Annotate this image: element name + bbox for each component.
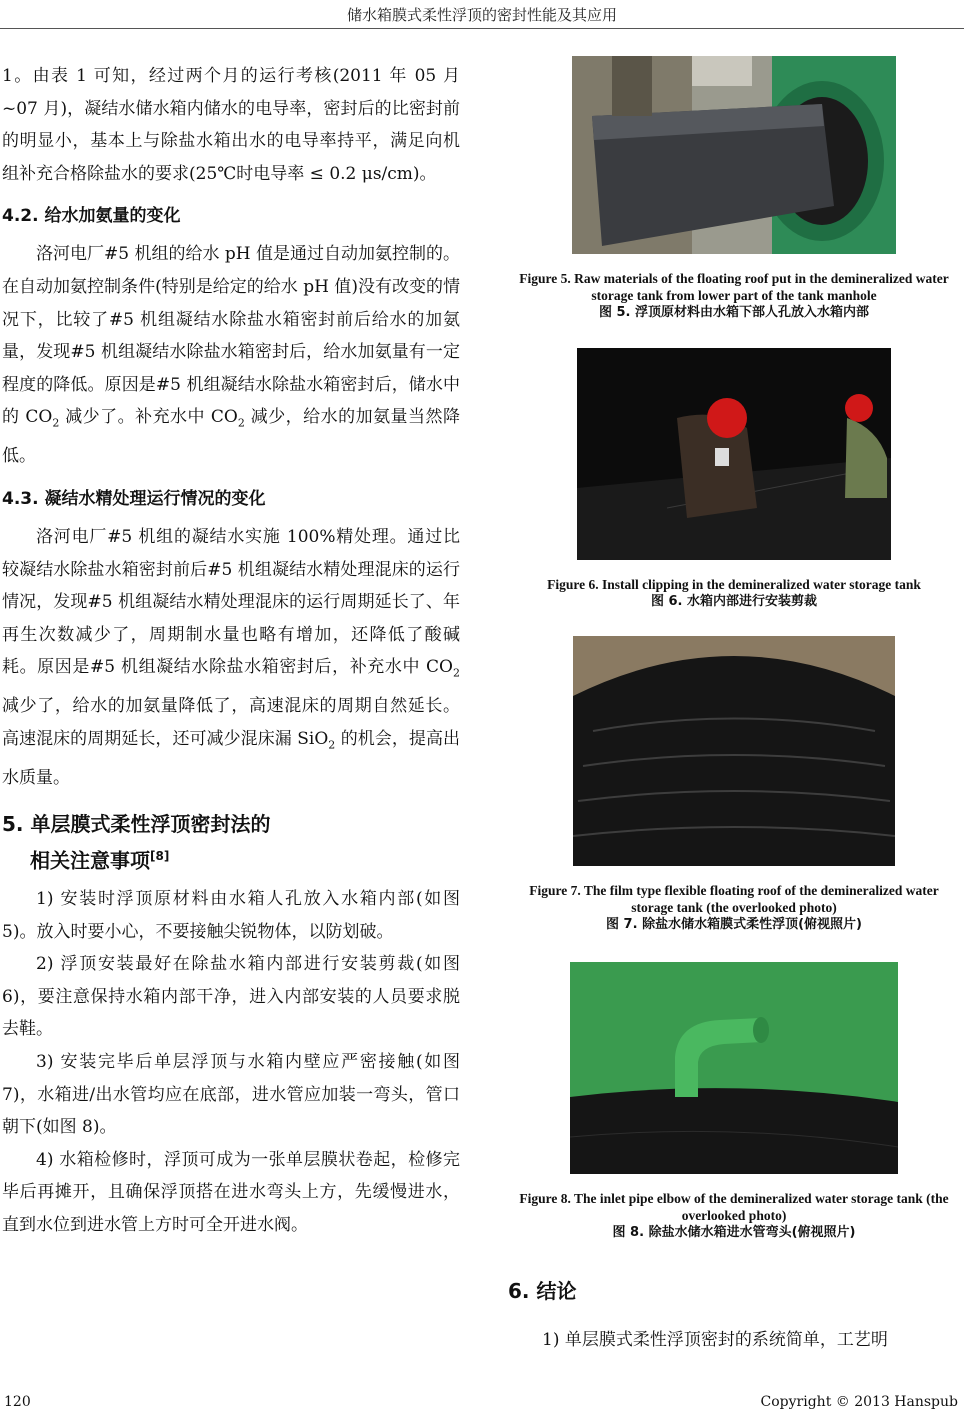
copyright: Copyright © 2013 Hanspub bbox=[760, 1394, 958, 1410]
figure-8-photo bbox=[570, 962, 898, 1174]
conclusion-1: 1) 单层膜式柔性浮顶密封的系统简单，工艺明 bbox=[542, 1330, 888, 1350]
figure-5-caption-zh: 图 5. 浮顶原材料由水箱下部人孔放入水箱内部 bbox=[598, 305, 870, 320]
figure-7 bbox=[508, 636, 960, 934]
right-column-text bbox=[508, 1275, 960, 1357]
paragraph-polishing: 洛河电厂#5 机组的凝结水实施 100%精处理。通过比较凝结水除盐水箱密封前后#5 机组凝结水精处理混床的运行情况，发现#5 机组凝结水精处理混床的运行周期延长了、年再生次数减少了，周期制水量也略有增加，还降低了酸碱耗。原因是#5 机组凝结水除盐水箱密封后，补充水中 $CO_2$ 减少了，给水的加氨量降低了，高速混床的周期自然延长。高速混床的周期延长，还可减少混床漏 SiO$_2$ 的机会，提高出水质量。 bbox=[2, 526, 460, 788]
paragraph-conductivity: 1。由表 1 可知，经过两个月的运行考核(2011 年 05 月~07 月)，凝结水储水箱内储水的电导率，密封后的比密封前的明显小，基本上与除盐水箱出水的电导率持平，满足向机组补充合格除盐水的要求(25℃时电导率 ≤ 0.2 μs/cm)。 bbox=[2, 66, 460, 184]
figure-6-photo bbox=[577, 348, 891, 560]
note-2: 2) 浮顶安装最好在除盐水箱内部进行安装剪裁(如图 6)，要注意保持水箱内部干净，进入内部安装的人员要求脱去鞋。 bbox=[2, 954, 460, 1040]
heading-6: 6. 结论 bbox=[508, 1279, 577, 1303]
figure-5 bbox=[508, 56, 960, 322]
figure-6-caption-en: Figure 6. Install clipping in the demineralized water storage tank bbox=[547, 577, 921, 592]
reference-8[interactable]: [8] bbox=[150, 849, 170, 864]
paragraph-ammonia: 洛河电厂#5 机组的给水 pH 值是通过自动加氨控制的。在自动加氨控制条件(特别是给定的给水 pH 值)没有改变的情况下，比较了#5 机组凝结水除盐水箱密封前后给水的加氨量，发现#5 机组凝结水除盐水箱密封后，给水加氨量有一定程度的降低。原因是#5 机组凝结水除盐水箱密封后，储水中的 $CO_2$ 减少了。补充水中 $CO_2$ 减少，给水的加氨量当然降低。 bbox=[2, 244, 460, 467]
figure-8 bbox=[508, 962, 960, 1242]
page-number: 120 bbox=[4, 1394, 31, 1410]
figure-8-caption-zh: 图 8. 除盐水储水箱进水管弯头(俯视照片) bbox=[612, 1225, 856, 1240]
figure-5-photo bbox=[572, 56, 896, 254]
figure-8-caption-en: Figure 8. The inlet pipe elbow of the demineralized water storage tank (the overlooked photo) bbox=[519, 1191, 949, 1223]
figure-7-photo bbox=[573, 636, 895, 866]
figure-6-caption-zh: 图 6. 水箱内部进行安装剪裁 bbox=[650, 594, 818, 609]
heading-4-2: 4.2. 给水加氨量的变化 bbox=[2, 206, 181, 227]
left-column bbox=[2, 60, 460, 1242]
header-rule bbox=[0, 28, 964, 29]
note-4: 4) 水箱检修时，浮顶可成为一张单层膜状卷起，检修完毕后再摊开，且确保浮顶搭在进水弯头上方，先缓慢进水，直到水位到进水管上方时可全开进水阀。 bbox=[2, 1149, 460, 1236]
heading-5: 5. 单层膜式柔性浮顶密封法的 相关注意事项[8] bbox=[2, 812, 271, 874]
figure-7-caption-en: Figure 7. The film type flexible floating roof of the demineralized water storage tank (the overlooked photo) bbox=[529, 883, 939, 915]
figure-5-caption-en: Figure 5. Raw materials of the floating roof put in the demineralized water storage tank from lower part of the tank manhole bbox=[519, 271, 949, 303]
heading-4-3: 4.3. 凝结水精处理运行情况的变化 bbox=[2, 488, 266, 509]
figure-6 bbox=[508, 348, 960, 611]
figure-7-caption-zh: 图 7. 除盐水储水箱膜式柔性浮顶(俯视照片) bbox=[606, 917, 862, 932]
note-3: 3) 安装完毕后单层浮顶与水箱内壁应严密接触(如图 7)，水箱进/出水管均应在底部，进水管应加装一弯头，管口朝下(如图 8)。 bbox=[2, 1052, 460, 1138]
note-1: 1) 安装时浮顶原材料由水箱人孔放入水箱内部(如图 5)。放入时要小心，不要接触尖锐物体，以防划破。 bbox=[2, 889, 460, 942]
running-title: 储水箱膜式柔性浮顶的密封性能及其应用 bbox=[346, 6, 617, 24]
